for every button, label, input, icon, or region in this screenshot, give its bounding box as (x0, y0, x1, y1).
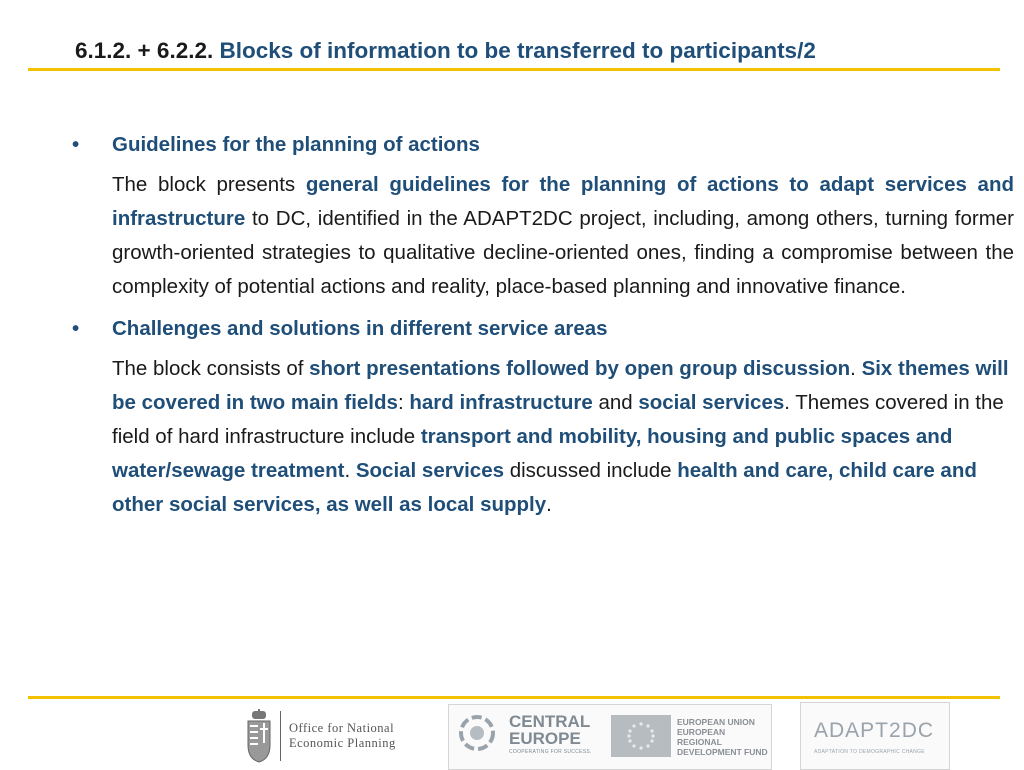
paragraph-text: and (592, 391, 639, 414)
central-europe-wordmark (509, 713, 590, 747)
bullet-heading: Guidelines for the planning of actions (112, 133, 480, 156)
guidelines-paragraph (72, 168, 1014, 304)
paragraph-emphasis: social services (638, 391, 785, 414)
bullet-icon: • (72, 317, 80, 340)
adapt2dc-tagline: ADAPTATION TO DEMOGRAPHIC CHANGE (814, 749, 925, 755)
adapt2dc-wordmark: ADAPT2DC (814, 719, 935, 742)
adapt2dc-logo (800, 702, 950, 770)
office-logo (246, 708, 396, 764)
title-number: 6.1.2. + 6.2.2. (75, 38, 214, 63)
top-divider (28, 68, 1000, 71)
eu-line: EUROPEAN UNION (677, 717, 755, 727)
office-name (289, 721, 396, 751)
paragraph-emphasis: Six themes will be covered in two main fields (112, 357, 1009, 414)
bullet-heading: Challenges and solutions in different service areas (112, 317, 608, 340)
eu-fund-text (677, 717, 771, 757)
bullet-challenges (72, 312, 1014, 346)
paragraph-emphasis: Social services (355, 459, 505, 482)
slide-body (72, 128, 1014, 522)
ce-line: CENTRAL (509, 712, 591, 731)
paragraph-text: discussed include (504, 459, 678, 482)
eu-line: DEVELOPMENT FUND (677, 747, 768, 757)
footer-logos (0, 700, 1024, 768)
page-title (75, 38, 1005, 64)
ce-line: EUROPE (509, 729, 581, 748)
paragraph-emphasis: hard infrastructure (409, 391, 593, 414)
bottom-divider (28, 696, 1000, 699)
eu-line: EUROPEAN REGIONAL (677, 727, 726, 747)
ce-tagline: COOPERATING FOR SUCCESS. (509, 749, 592, 755)
central-europe-swirl-icon (457, 713, 497, 753)
central-europe-eu-logo (448, 704, 772, 770)
paragraph-emphasis: health and care, child care and other social services, as well as local supply (112, 459, 977, 516)
hungarian-coat-of-arms-icon (246, 709, 272, 763)
paragraph-text: : (397, 391, 410, 414)
paragraph-text: . Themes covered in the field of hard infrastructure include (112, 391, 1004, 448)
paragraph-text: . (344, 459, 356, 482)
bullet-guidelines (72, 128, 1014, 162)
paragraph-text: to DC, identified in the ADAPT2DC project, including, among others, turning former growth-oriented strategies to qualitative decline-oriented ones, finding a compromise between the complexity of potential actions and reality, place-based planning and innovative finance. (112, 207, 1014, 298)
office-name-line: Office for National (289, 721, 395, 735)
challenges-paragraph (72, 352, 1014, 522)
paragraph-text: . (546, 493, 552, 516)
eu-flag-icon (611, 715, 671, 757)
paragraph-text: The block consists of (112, 357, 310, 380)
paragraph-text: The block presents (112, 173, 306, 196)
bullet-icon: • (72, 133, 80, 156)
paragraph-emphasis: short presentations followed by open group discussion (309, 357, 851, 380)
title-text: Blocks of information to be transferred to participants/2 (219, 38, 816, 63)
office-name-line: Economic Planning (289, 736, 396, 750)
paragraph-emphasis: general guidelines for the planning of actions to adapt services and infrastructure (112, 173, 1014, 230)
logo-divider (280, 711, 281, 761)
paragraph-text: . (850, 357, 862, 380)
paragraph-emphasis: transport and mobility, housing and public spaces and water/sewage treatment (112, 425, 953, 482)
